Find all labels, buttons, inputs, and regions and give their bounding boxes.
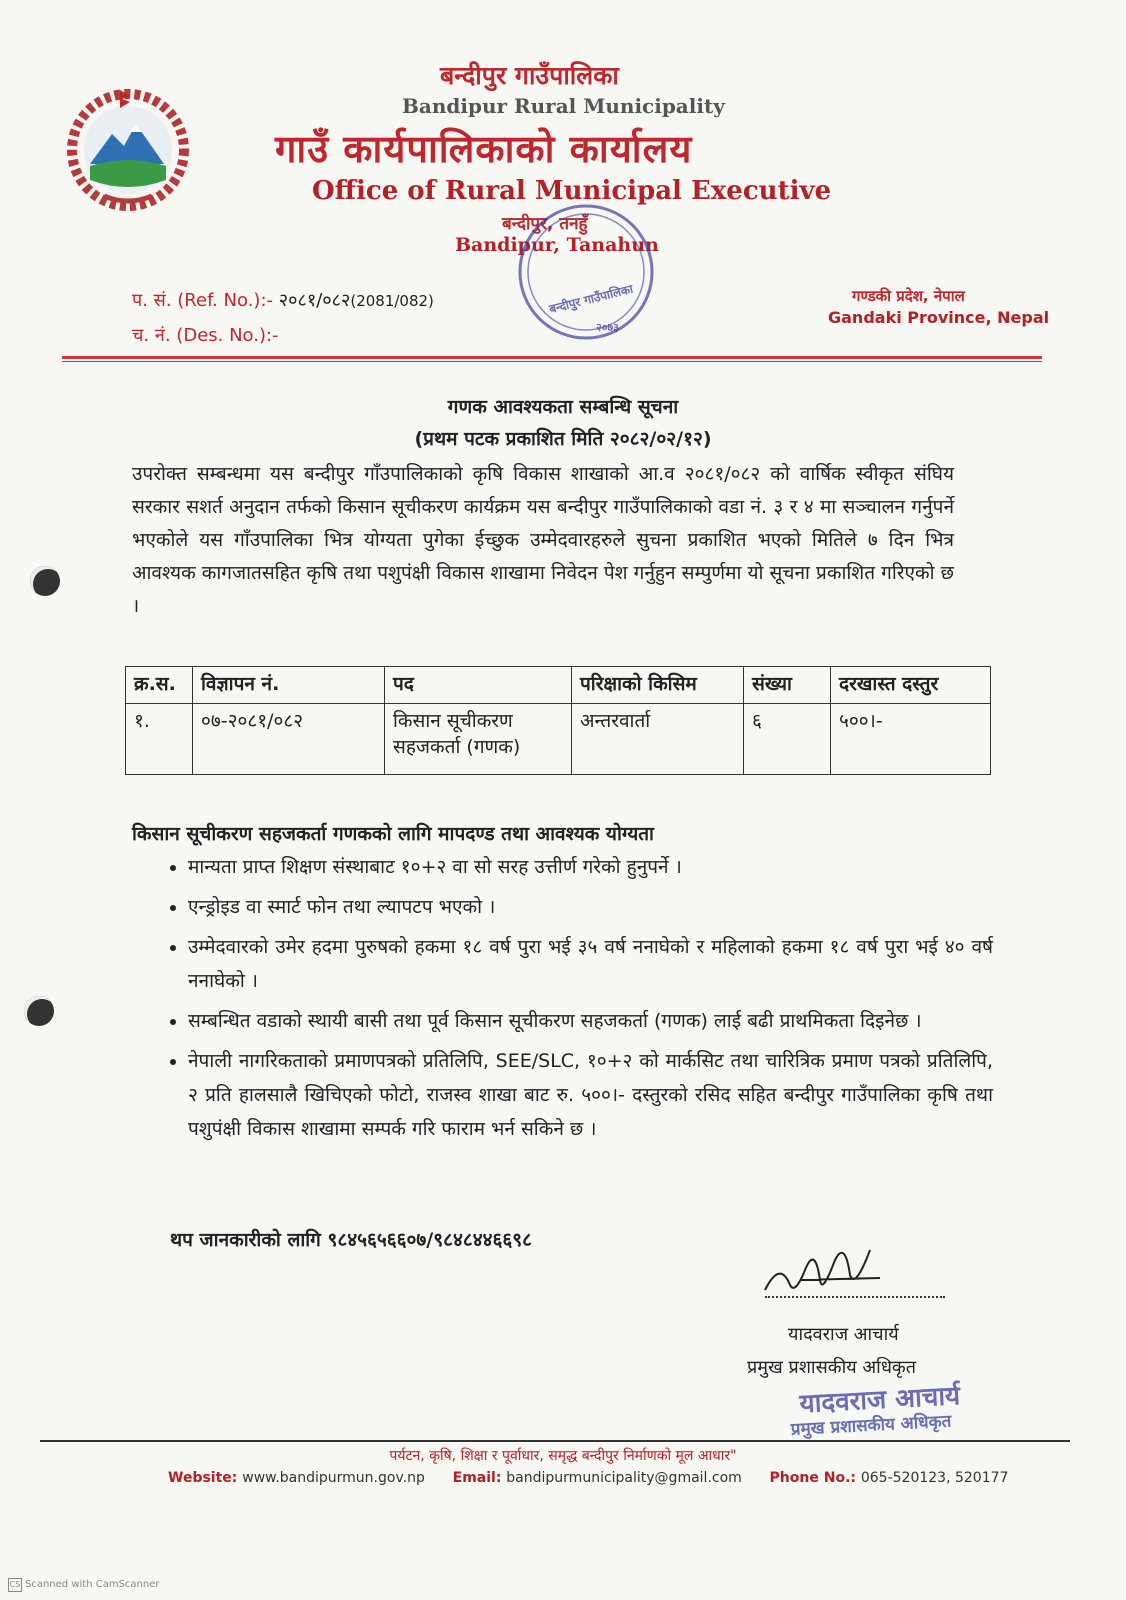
ref-value: २०८१/०८२ (278, 290, 351, 311)
list-item: • उम्मेदवारको उमेर हदमा पुरुषको हकमा १८ वर्ष पुरा भई ३५ वर्ष ननाघेको र महिलाको हकमा १८ वर्ष पुरा भई ४० वर्ष ननाघेको । (188, 930, 993, 998)
scanner-watermark (8, 1578, 160, 1592)
table-row (126, 704, 991, 775)
round-stamp-icon (508, 194, 664, 350)
email-label: Email: (452, 1470, 502, 1486)
notice-subtitle: (प्रथम पटक प्रकाशित मिति २०८२/०२/१२) (414, 428, 712, 450)
list-item: • सम्बन्धित वडाको स्थायी बासी तथा पूर्व किसान सूचीकरण सहजकर्ता (गणक) लाई बढी प्राथमिकता दिइनेछ । (188, 1004, 993, 1038)
criteria-list (152, 850, 993, 1152)
website-label: Website: (168, 1470, 238, 1486)
col-count: संख्या (744, 667, 831, 704)
contact-info: थप जानकारीको लागि ९८४५६५६६०७/९८४८४४६६९८ (170, 1229, 533, 1251)
signatory-name: यादवराज आचार्य (788, 1324, 899, 1345)
col-exam-type: परिक्षाको किसिम (572, 667, 744, 704)
location-nepali: बन्दीपुर, तनहुँ (502, 214, 588, 234)
website-link[interactable]: www.bandipurmun.gov.np (242, 1470, 425, 1486)
email-link[interactable]: bandipurmunicipality@gmail.com (506, 1470, 742, 1486)
header-divider (62, 356, 1042, 359)
cell-post: किसान सूचीकरण सहजकर्ता (गणक) (385, 704, 572, 775)
nepal-emblem-logo (64, 84, 192, 212)
ref-value-latin: (2081/082) (350, 292, 434, 310)
name-stamp-title: प्रमुख प्रशासकीय अधिकृत (790, 1411, 952, 1440)
cell-count: ६ (744, 704, 831, 775)
office-name-nepali: गाउँ कार्यपालिकाको कार्यालय (275, 127, 693, 171)
punch-hole-bottom (24, 996, 54, 1026)
footer-contact (168, 1470, 1008, 1486)
province-nepali: गण्डकी प्रदेश, नेपाल (852, 287, 965, 305)
list-item: • मान्यता प्राप्त शिक्षण संस्थाबाट १०+२ वा सो सरह उत्तीर्ण गरेको हुनुपर्ने । (188, 850, 993, 884)
list-item: • नेपाली नागरिकताको प्रमाणपत्रको प्रतिलिपि, SEE/SLC, १०+२ को मार्कसिट तथा चारित्रिक प्रमाण पत्रको प्रतिलिपि, २ प्रति हालसालै खिचिएको फोटो, राजस्व शाखा बाट रु. ५००।- दस्तुरको रसिद सहित बन्दीपुर गाउँपालिका कृषि तथा पशुपंक्षी विकास शाखामा सम्पर्क गरि फाराम भर्न सकिने छ । (188, 1044, 993, 1146)
footer-slogan: पर्यटन, कृषि, शिक्षा र पूर्वाधार, समृद्ध बन्दीपुर निर्माणको मूल आधार" (389, 1448, 737, 1464)
name-stamp (779, 1375, 992, 1446)
camscanner-icon: CS (8, 1578, 22, 1592)
cell-serial: १. (126, 704, 193, 775)
vacancy-table (125, 666, 991, 775)
name-stamp-text: यादवराज आचार्य (798, 1381, 961, 1420)
municipality-name-english: Bandipur Rural Municipality (402, 94, 725, 118)
office-round-stamp (508, 194, 664, 350)
col-post: पद (385, 667, 572, 704)
col-serial: क्र.स. (126, 667, 193, 704)
criteria-title: किसान सूचीकरण सहजकर्ता गणकको लागि मापदण्ड तथा आवश्यक योग्यता (132, 823, 654, 845)
table-header-row (126, 667, 991, 704)
list-item: • एन्ड्रोइड वा स्मार्ट फोन तथा ल्यापटप भएको । (188, 890, 993, 924)
scanner-text: Scanned with CamScanner (25, 1579, 160, 1590)
stamp-year: २०७३ (596, 321, 619, 334)
reference-number (132, 288, 434, 312)
punch-hole-top (30, 566, 60, 596)
dispatch-number: च. नं. (Des. No.):- (132, 325, 279, 346)
phone-label: Phone No.: (769, 1470, 856, 1486)
office-name-english: Office of Rural Municipal Executive (312, 176, 832, 206)
col-fee: दरखास्त दस्तुर (831, 667, 991, 704)
cell-exam-type: अन्तरवार्ता (572, 704, 744, 775)
signature-icon (760, 1240, 890, 1300)
province-english: Gandaki Province, Nepal (828, 308, 1050, 327)
municipality-name-nepali: बन्दीपुर गाउँपालिका (440, 61, 619, 90)
location-english: Bandipur, Tanahun (455, 234, 659, 256)
signatory-title: प्रमुख प्रशासकीय अधिकृत (747, 1357, 916, 1378)
cell-ad-number: ०७-२०८१/०८२ (193, 704, 385, 775)
notice-paragraph: उपरोक्त सम्बन्धमा यस बन्दीपुर गाँउपालिकाको कृषि विकास शाखाको आ.व २०८१/०८२ को वार्षिक स्वीकृत संघिय सरकार सशर्त अनुदान तर्फको किसान सूचीकरण कार्यक्रम यस बन्दीपुर गाउँपालिकाको वडा नं. ३ र ४ मा सञ्चालन गर्नुपर्ने भएकोले यस गाँउपालिका भित्र योग्यता पुगेका ईच्छुक उम्मेदवारहरुले सुचना प्रकाशित भएको मितिले ७ दिन भित्र आवश्यक कागजातसहित कृषि तथा पशुपंक्षी विकास शाखामा निवेदन पेश गर्नुहुन सम्पुर्णमा यो सूचना प्रकाशित गरिएको छ । (132, 463, 954, 617)
cell-fee: ५००।- (831, 704, 991, 775)
ref-label: प. सं. (Ref. No.):- (132, 290, 274, 311)
signature-line (765, 1296, 945, 1298)
notice-title: गणक आवश्यकता सम्बन्धि सूचना (447, 396, 679, 418)
header-divider-thin (62, 361, 1042, 362)
col-ad-number: विज्ञापन नं. (193, 667, 385, 704)
footer-divider (40, 1440, 1070, 1442)
stamp-text: बन्दीपुर गाउँपालिका (547, 281, 635, 317)
phone-number: 065-520123, 520177 (860, 1470, 1009, 1486)
